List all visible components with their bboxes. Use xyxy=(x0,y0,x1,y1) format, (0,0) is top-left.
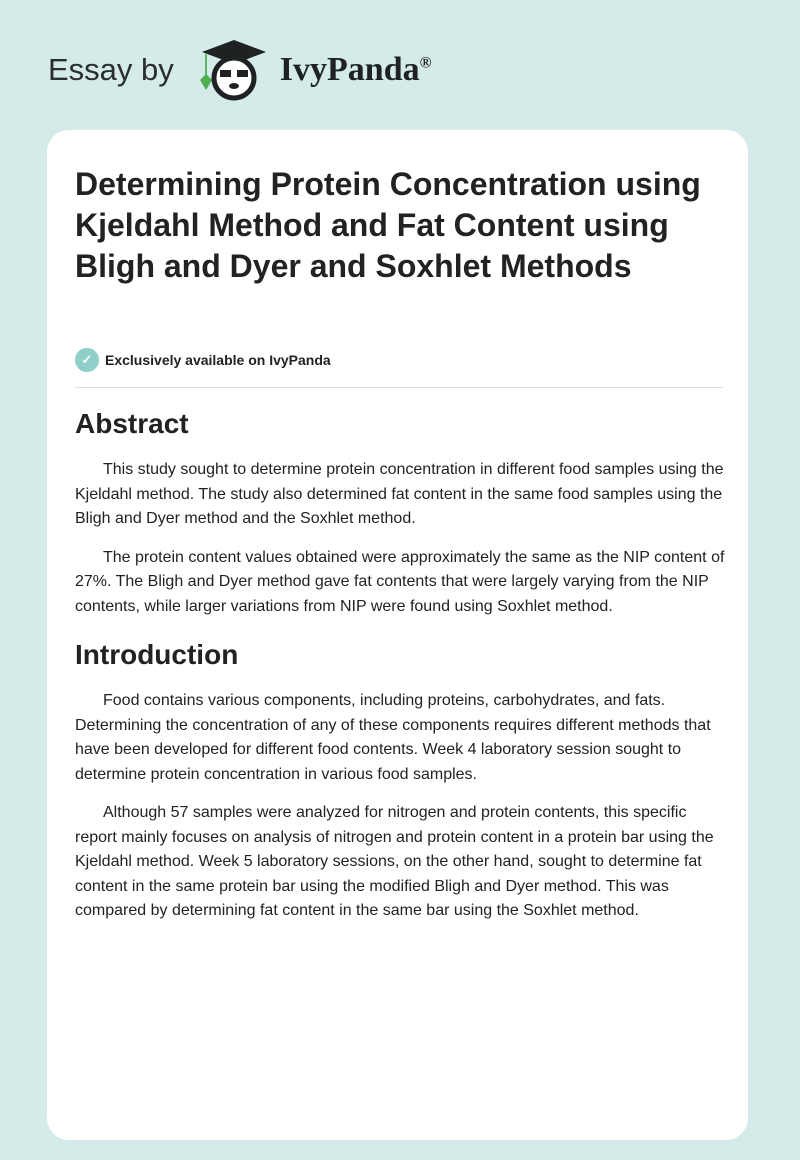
essay-content xyxy=(75,408,725,938)
section-heading: Introduction xyxy=(75,639,239,670)
paragraph: Food contains various components, including proteins, carbohydrates, and fats. Determining the concentration of any of these components requires different methods that have been developed for different food contents. Week 4 laboratory session sought to determine protein concentration in various food samples. xyxy=(75,692,711,783)
section-heading: Abstract xyxy=(75,408,189,439)
paragraph: Although 57 samples were analyzed for nitrogen and protein contents, this specific report mainly focuses on analysis of nitrogen and protein content in a protein bar using the Kjeldahl method. Week 5 laboratory sessions, on the other hand, sought to determine fat content in the same protein bar using the modified Bligh and Dyer method. This was compared by determining fat content in the same bar using the Soxhlet method. xyxy=(75,804,714,919)
brand-name[interactable]: IvyPanda® xyxy=(279,51,432,88)
essay-card xyxy=(47,130,748,1140)
badge-label: Exclusively available on IvyPanda xyxy=(105,352,331,368)
exclusive-badge xyxy=(75,348,331,372)
paragraph: The protein content values obtained were approximately the same as the NIP content of 27%. The Bligh and Dyer method gave fat contents that were largely varying from the NIP contents, while larger variations from NIP were found using Soxhlet method. xyxy=(75,548,725,615)
panda-logo-icon[interactable] xyxy=(194,38,270,102)
site-header xyxy=(48,38,432,102)
paragraph: This study sought to determine protein concentration in different food samples using the Kjeldahl method. The study also determined fat content in the same food samples using the Bligh and Dyer method and the Soxhlet method. xyxy=(75,461,724,527)
essay-by-label: Essay by xyxy=(48,52,174,87)
divider xyxy=(75,387,723,388)
page-title: Determining Protein Concentration using Kjeldahl Method and Fat Content using Bligh and Dyer and Soxhlet Methods xyxy=(75,166,701,284)
check-icon: ✓ xyxy=(75,348,99,372)
